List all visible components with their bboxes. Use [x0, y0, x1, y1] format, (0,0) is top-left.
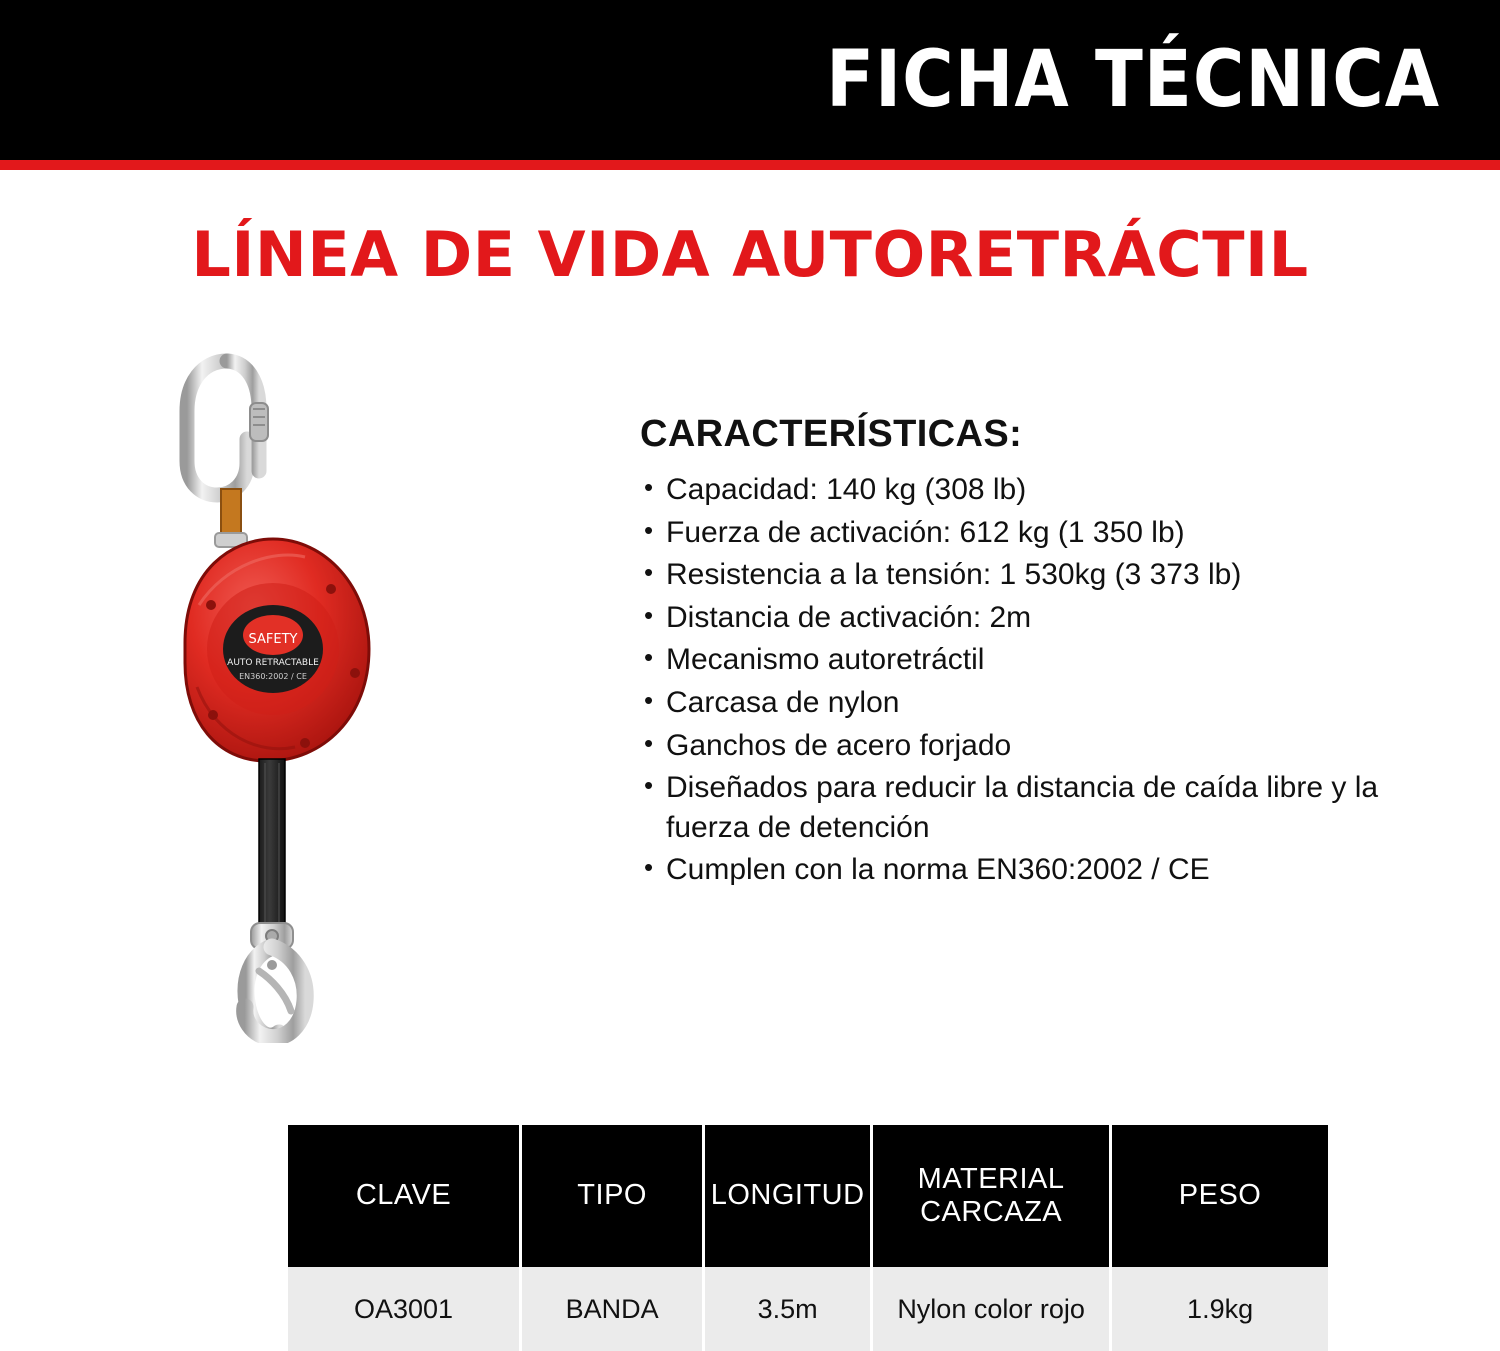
- list-item: • Carcasa de nylon: [640, 683, 1440, 723]
- table-header-material-line1: MATERIAL: [917, 1162, 1065, 1195]
- product-illustration-srl: [155, 343, 485, 1043]
- header-accent-rule: [0, 160, 1500, 170]
- list-item: • Fuerza de activación: 612 kg (1 350 lb): [640, 513, 1440, 553]
- table-header-tipo: TIPO: [521, 1125, 704, 1267]
- svg-text:SAFETY: SAFETY: [248, 632, 298, 647]
- table-header-peso: PESO: [1111, 1125, 1328, 1267]
- product-title: LÍNEA DE VIDA AUTORETRÁCTIL: [191, 218, 1309, 291]
- table-header-material-line2: CARCAZA: [920, 1196, 1063, 1228]
- header-bar: [0, 0, 1500, 160]
- table-row: [288, 1267, 1328, 1351]
- list-item: • Mecanismo autoretráctil: [640, 640, 1440, 680]
- list-item: • Cumplen con la norma EN360:2002 / CE: [640, 850, 1440, 890]
- cell-longitud: 3.5m: [704, 1267, 872, 1351]
- srl-housing: [185, 539, 369, 761]
- cell-peso: 1.9kg: [1111, 1267, 1328, 1351]
- specification-table: [288, 1125, 1328, 1351]
- specification-table-container: [288, 1125, 1328, 1351]
- characteristics-heading: CARACTERÍSTICAS:: [640, 413, 1023, 455]
- snap-hook-icon: [245, 947, 306, 1038]
- table-header-row: [288, 1125, 1328, 1267]
- characteristics-section: [640, 333, 1500, 893]
- page-title: FICHA TÉCNICA: [826, 35, 1440, 125]
- svg-text:AUTO RETRACTABLE: AUTO RETRACTABLE: [227, 658, 319, 668]
- list-item: • Distancia de activación: 2m: [640, 598, 1440, 638]
- product-image-container: [0, 333, 640, 1043]
- list-item: • Resistencia a la tensión: 1 530kg (3 373 lb): [640, 555, 1440, 595]
- table-header-material-carcaza: [872, 1125, 1111, 1267]
- cell-material: Nylon color rojo: [872, 1267, 1111, 1351]
- svg-text:EN360:2002 / CE: EN360:2002 / CE: [239, 672, 307, 681]
- list-item: • Ganchos de acero forjado: [640, 726, 1440, 766]
- table-header-longitud: LONGITUD: [704, 1125, 872, 1267]
- cell-clave: OA3001: [288, 1267, 521, 1351]
- list-item: • Diseñados para reducir la distancia de caída libre y la fuerza de detención: [640, 768, 1440, 847]
- cell-tipo: BANDA: [521, 1267, 704, 1351]
- list-item: • Capacidad: 140 kg (308 lb): [640, 470, 1440, 510]
- characteristics-list: [640, 470, 1440, 890]
- carabiner-icon: [187, 361, 268, 495]
- main-content: [0, 333, 1500, 1043]
- table-header-clave: CLAVE: [288, 1125, 521, 1267]
